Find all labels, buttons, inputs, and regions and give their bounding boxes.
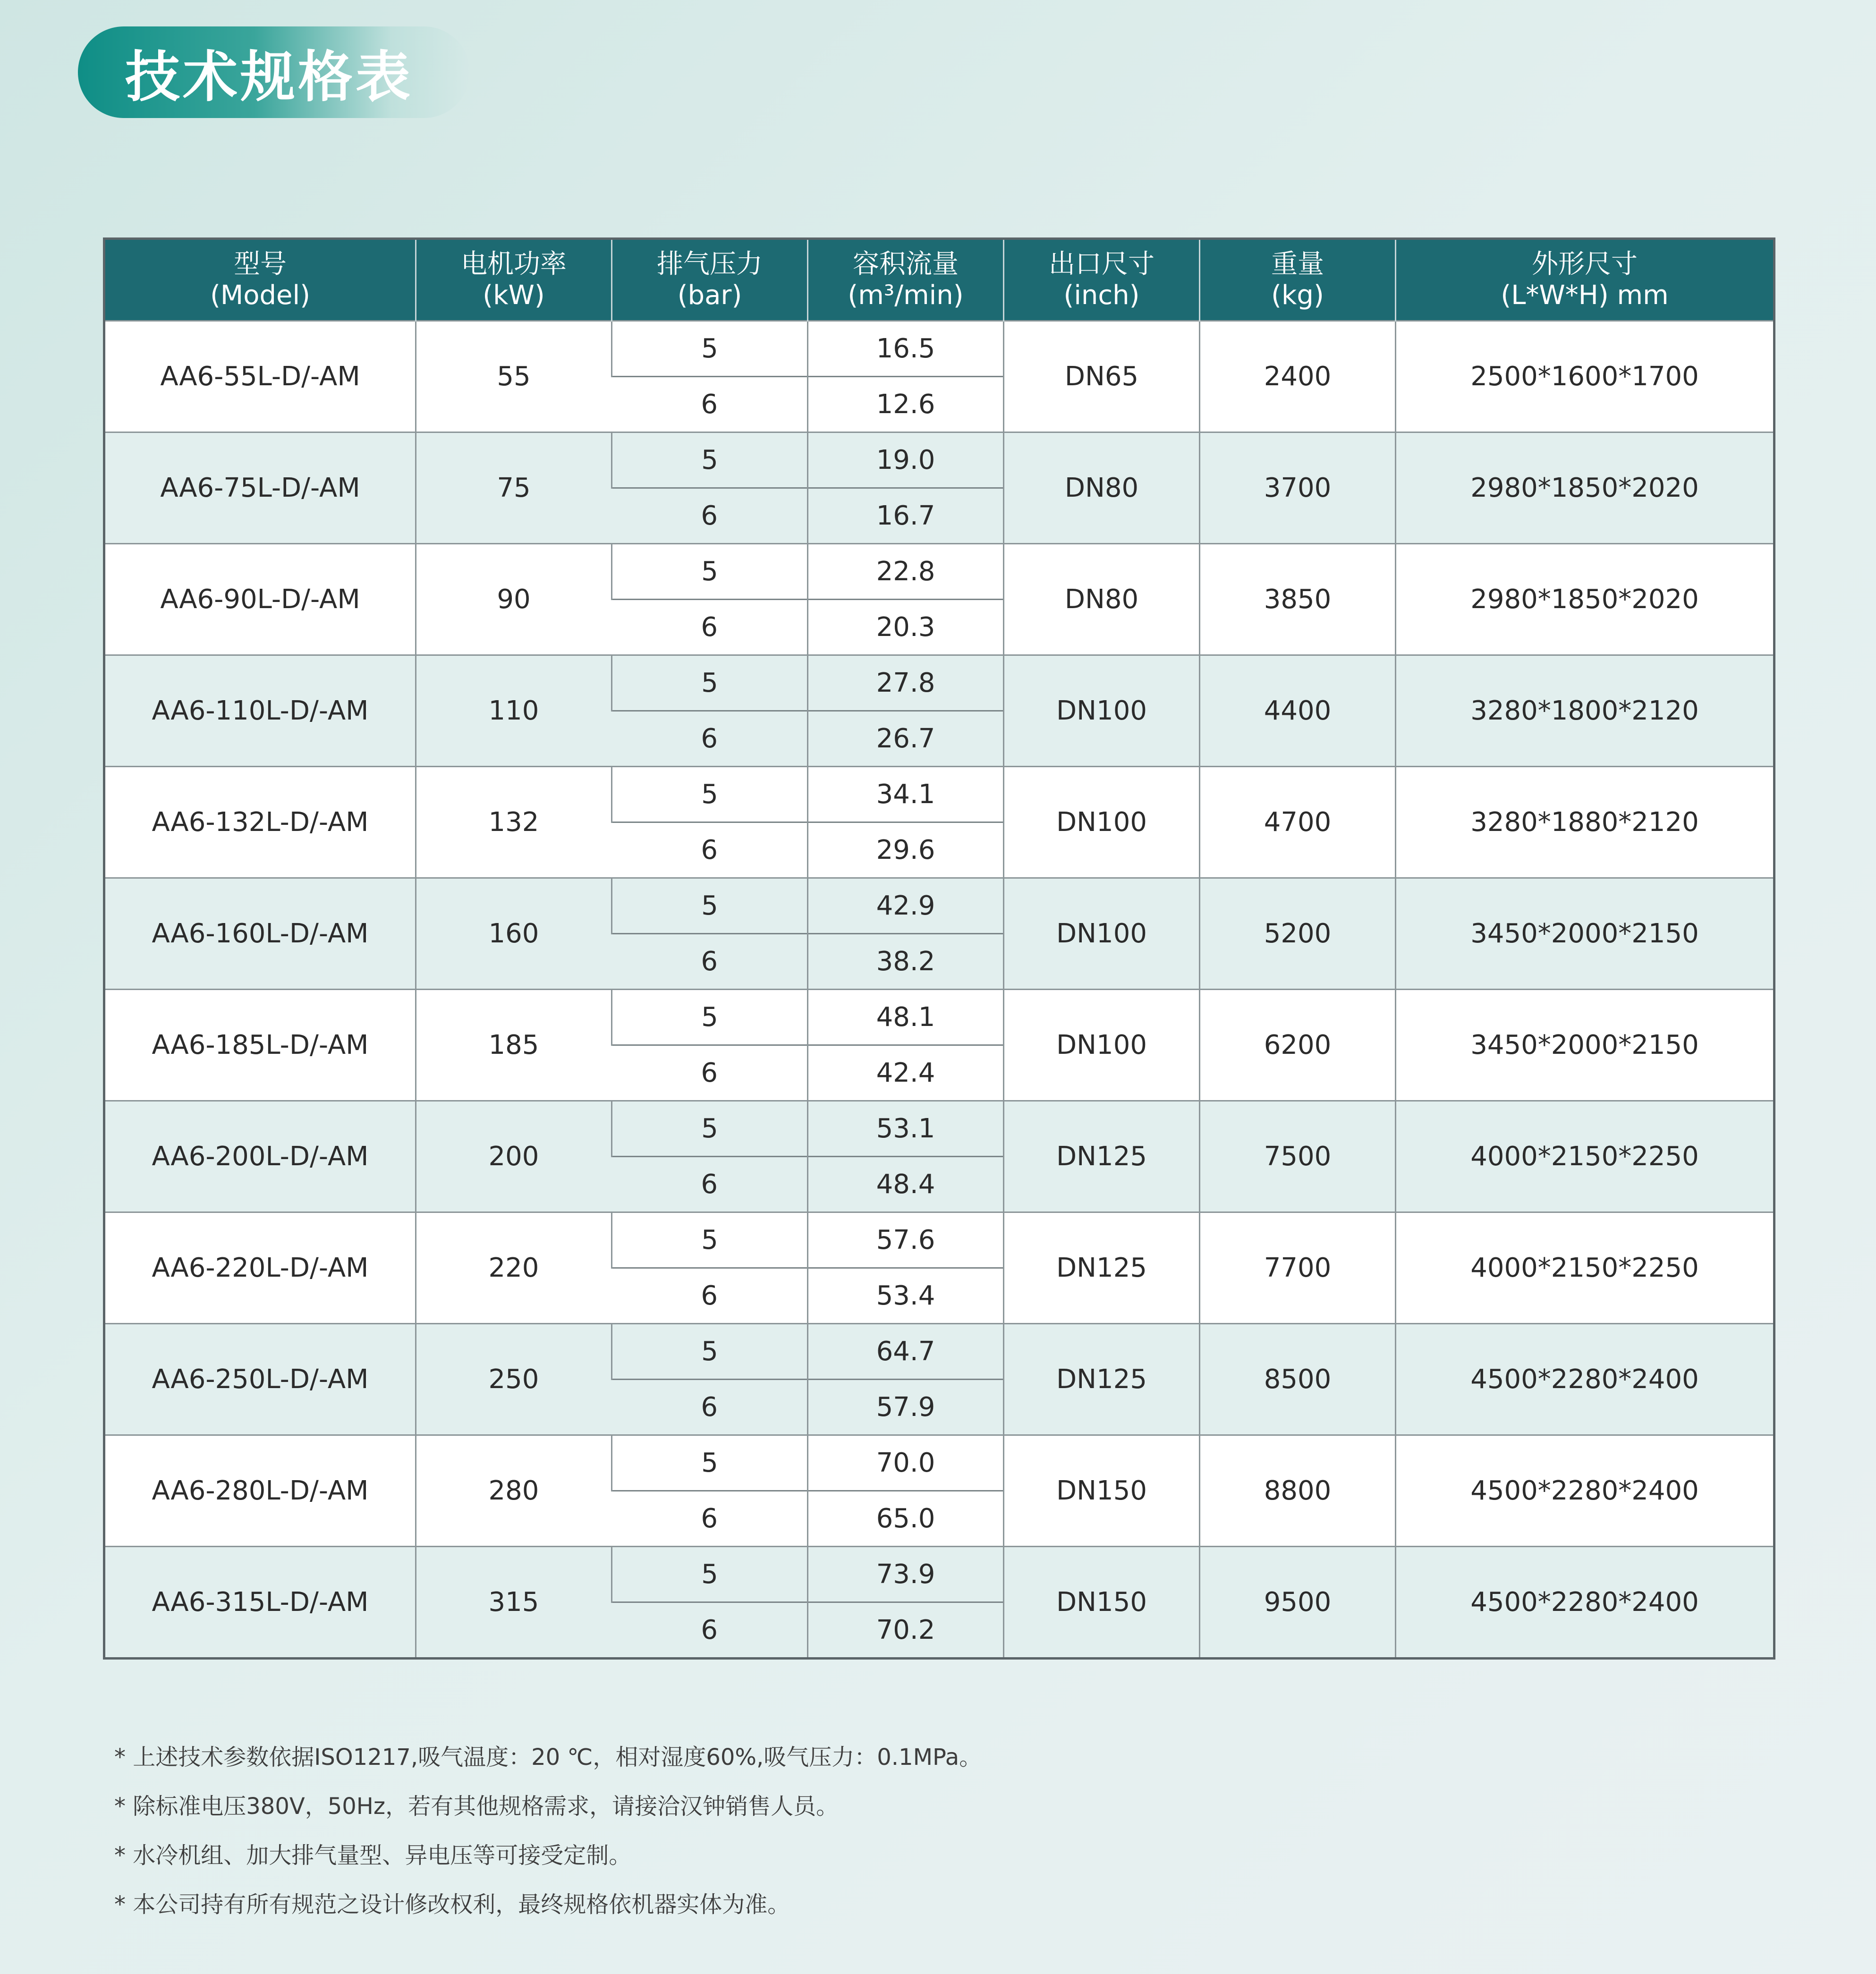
table-row (104, 432, 1774, 488)
pressure-cell: 5 (612, 878, 808, 934)
model-group (104, 1212, 1774, 1324)
table-row (104, 1435, 1774, 1491)
flow-cell: 26.7 (808, 711, 1004, 767)
pressure-cell: 6 (612, 822, 808, 878)
model-cell: AA6-160L-D/-AM (104, 878, 416, 990)
table-row (104, 1101, 1774, 1157)
model-cell: AA6-75L-D/-AM (104, 432, 416, 544)
header-weight: 重量 (kg) (1200, 239, 1396, 321)
pressure-cell: 5 (612, 1435, 808, 1491)
dimensions-cell: 3280*1800*2120 (1396, 655, 1774, 767)
outlet-cell: DN100 (1004, 990, 1200, 1101)
model-cell: AA6-220L-D/-AM (104, 1212, 416, 1324)
power-cell: 200 (416, 1101, 612, 1212)
model-group (104, 767, 1774, 878)
outlet-cell: DN100 (1004, 878, 1200, 990)
pressure-cell: 6 (612, 1157, 808, 1212)
table-row (104, 767, 1774, 822)
table-row (104, 655, 1774, 711)
power-cell: 132 (416, 767, 612, 878)
model-cell: AA6-315L-D/-AM (104, 1547, 416, 1659)
dimensions-cell: 4500*2280*2400 (1396, 1547, 1774, 1659)
weight-cell: 9500 (1200, 1547, 1396, 1659)
flow-cell: 38.2 (808, 934, 1004, 990)
model-group (104, 432, 1774, 544)
model-group (104, 321, 1774, 432)
model-group (104, 1101, 1774, 1212)
dimensions-cell: 4000*2150*2250 (1396, 1101, 1774, 1212)
table-row (104, 321, 1774, 377)
pressure-cell: 6 (612, 488, 808, 544)
flow-cell: 29.6 (808, 822, 1004, 878)
header-outlet: 出口尺寸 (inch) (1004, 239, 1200, 321)
header-flow: 容积流量 (m³/min) (808, 239, 1004, 321)
outlet-cell: DN80 (1004, 544, 1200, 655)
pressure-cell: 5 (612, 655, 808, 711)
dimensions-cell: 4500*2280*2400 (1396, 1324, 1774, 1435)
pressure-cell: 5 (612, 1547, 808, 1602)
power-cell: 280 (416, 1435, 612, 1547)
weight-cell: 8800 (1200, 1435, 1396, 1547)
header-dimensions: 外形尺寸 (L*W*H) mm (1396, 239, 1774, 321)
flow-cell: 16.5 (808, 321, 1004, 377)
power-cell: 75 (416, 432, 612, 544)
model-cell: AA6-132L-D/-AM (104, 767, 416, 878)
flow-cell: 42.9 (808, 878, 1004, 934)
flow-cell: 19.0 (808, 432, 1004, 488)
model-cell: AA6-200L-D/-AM (104, 1101, 416, 1212)
weight-cell: 3850 (1200, 544, 1396, 655)
dimensions-cell: 3450*2000*2150 (1396, 878, 1774, 990)
pressure-cell: 5 (612, 990, 808, 1045)
pressure-cell: 6 (612, 1045, 808, 1101)
model-cell: AA6-90L-D/-AM (104, 544, 416, 655)
dimensions-cell: 4500*2280*2400 (1396, 1435, 1774, 1547)
footnote: * 本公司持有所有规范之设计修改权利，最终规格依机器实体为准。 (114, 1891, 790, 1918)
pressure-cell: 6 (612, 711, 808, 767)
footnote: * 上述技术参数依据ISO1217,吸气温度：20 ℃，相对湿度60%,吸气压力：0.1MPa。 (114, 1744, 982, 1771)
weight-cell: 5200 (1200, 878, 1396, 990)
pressure-cell: 6 (612, 1380, 808, 1435)
flow-cell: 53.4 (808, 1268, 1004, 1324)
footnote: * 除标准电压380V，50Hz，若有其他规格需求，请接洽汉钟销售人员。 (114, 1793, 839, 1820)
weight-cell: 4700 (1200, 767, 1396, 878)
outlet-cell: DN100 (1004, 655, 1200, 767)
table-row (104, 544, 1774, 600)
flow-cell: 12.6 (808, 377, 1004, 432)
outlet-cell: DN125 (1004, 1212, 1200, 1324)
outlet-cell: DN125 (1004, 1101, 1200, 1212)
weight-cell: 7500 (1200, 1101, 1396, 1212)
flow-cell: 27.8 (808, 655, 1004, 711)
dimensions-cell: 2500*1600*1700 (1396, 321, 1774, 432)
table-header-row (104, 239, 1774, 321)
pressure-cell: 5 (612, 432, 808, 488)
pressure-cell: 6 (612, 1602, 808, 1659)
flow-cell: 48.1 (808, 990, 1004, 1045)
power-cell: 110 (416, 655, 612, 767)
table-row (104, 1212, 1774, 1268)
model-group (104, 1547, 1774, 1659)
model-group (104, 1435, 1774, 1547)
pressure-cell: 6 (612, 377, 808, 432)
header-power: 电机功率 (kW) (416, 239, 612, 321)
weight-cell: 4400 (1200, 655, 1396, 767)
footnote: * 水冷机组、加大排气量型、异电压等可接受定制。 (114, 1842, 632, 1869)
flow-cell: 65.0 (808, 1491, 1004, 1547)
outlet-cell: DN150 (1004, 1435, 1200, 1547)
dimensions-cell: 4000*2150*2250 (1396, 1212, 1774, 1324)
power-cell: 90 (416, 544, 612, 655)
model-group (104, 655, 1774, 767)
flow-cell: 42.4 (808, 1045, 1004, 1101)
pressure-cell: 5 (612, 1212, 808, 1268)
pressure-cell: 6 (612, 600, 808, 655)
model-group (104, 990, 1774, 1101)
header-model: 型号 (Model) (104, 239, 416, 321)
pressure-cell: 5 (612, 321, 808, 377)
weight-cell: 6200 (1200, 990, 1396, 1101)
dimensions-cell: 2980*1850*2020 (1396, 544, 1774, 655)
table-row (104, 1324, 1774, 1380)
power-cell: 185 (416, 990, 612, 1101)
flow-cell: 70.0 (808, 1435, 1004, 1491)
pressure-cell: 5 (612, 544, 808, 600)
model-group (104, 1324, 1774, 1435)
model-group (104, 544, 1774, 655)
pressure-cell: 6 (612, 1268, 808, 1324)
footnotes (114, 1733, 982, 1929)
power-cell: 250 (416, 1324, 612, 1435)
flow-cell: 53.1 (808, 1101, 1004, 1157)
table-row (104, 990, 1774, 1045)
power-cell: 220 (416, 1212, 612, 1324)
dimensions-cell: 3280*1880*2120 (1396, 767, 1774, 878)
flow-cell: 64.7 (808, 1324, 1004, 1380)
header-pressure: 排气压力 (bar) (612, 239, 808, 321)
pressure-cell: 6 (612, 1491, 808, 1547)
weight-cell: 8500 (1200, 1324, 1396, 1435)
model-cell: AA6-185L-D/-AM (104, 990, 416, 1101)
table-row (104, 1547, 1774, 1602)
page-title: 技术规格表 (125, 45, 413, 109)
weight-cell: 2400 (1200, 321, 1396, 432)
power-cell: 55 (416, 321, 612, 432)
flow-cell: 20.3 (808, 600, 1004, 655)
model-group (104, 878, 1774, 990)
model-cell: AA6-110L-D/-AM (104, 655, 416, 767)
outlet-cell: DN125 (1004, 1324, 1200, 1435)
power-cell: 315 (416, 1547, 612, 1659)
pressure-cell: 5 (612, 767, 808, 822)
pressure-cell: 5 (612, 1101, 808, 1157)
flow-cell: 48.4 (808, 1157, 1004, 1212)
flow-cell: 57.6 (808, 1212, 1004, 1268)
table-row (104, 878, 1774, 934)
outlet-cell: DN65 (1004, 321, 1200, 432)
flow-cell: 16.7 (808, 488, 1004, 544)
pressure-cell: 6 (612, 934, 808, 990)
weight-cell: 7700 (1200, 1212, 1396, 1324)
model-cell: AA6-280L-D/-AM (104, 1435, 416, 1547)
outlet-cell: DN100 (1004, 767, 1200, 878)
dimensions-cell: 2980*1850*2020 (1396, 432, 1774, 544)
model-cell: AA6-55L-D/-AM (104, 321, 416, 432)
flow-cell: 73.9 (808, 1547, 1004, 1602)
flow-cell: 34.1 (808, 767, 1004, 822)
spec-table (103, 237, 1775, 1660)
pressure-cell: 5 (612, 1324, 808, 1380)
title-banner (78, 26, 470, 118)
outlet-cell: DN150 (1004, 1547, 1200, 1659)
dimensions-cell: 3450*2000*2150 (1396, 990, 1774, 1101)
flow-cell: 70.2 (808, 1602, 1004, 1659)
flow-cell: 57.9 (808, 1380, 1004, 1435)
model-cell: AA6-250L-D/-AM (104, 1324, 416, 1435)
weight-cell: 3700 (1200, 432, 1396, 544)
outlet-cell: DN80 (1004, 432, 1200, 544)
power-cell: 160 (416, 878, 612, 990)
flow-cell: 22.8 (808, 544, 1004, 600)
